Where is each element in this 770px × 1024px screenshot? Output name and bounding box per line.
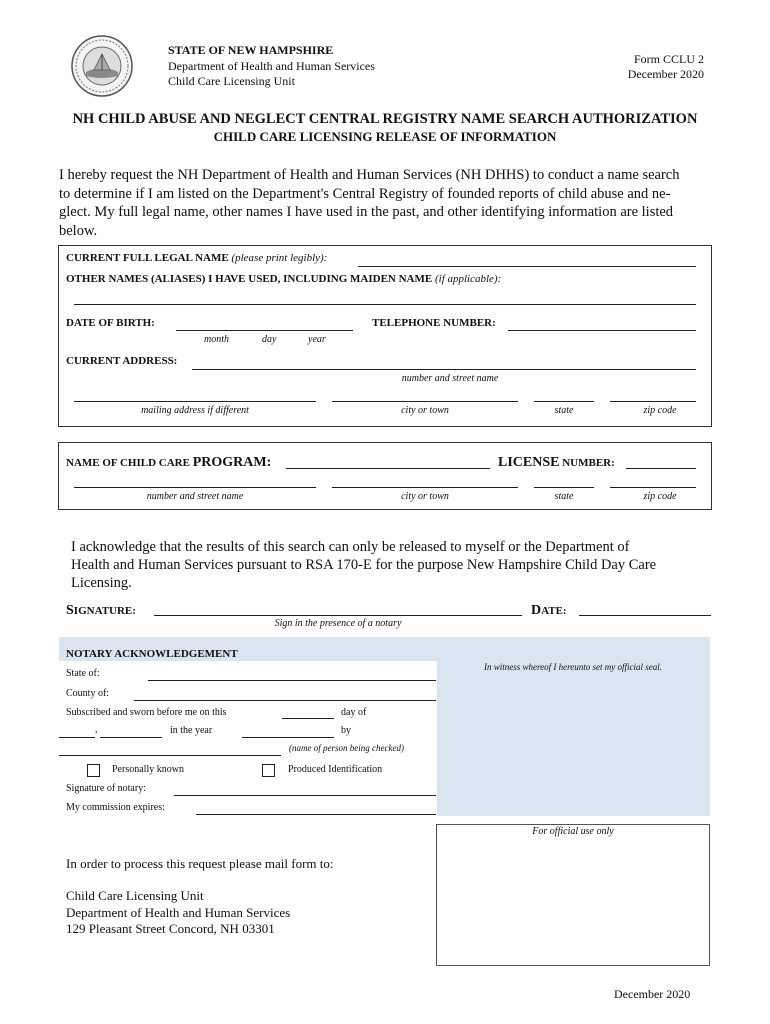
city-caption: city or town — [401, 405, 449, 416]
mail-address-line: Department of Health and Human Services — [66, 904, 291, 920]
city-field[interactable] — [332, 401, 518, 402]
header-unit: Child Care Licensing Unit — [168, 74, 295, 88]
notary-month-field[interactable] — [59, 737, 95, 738]
program-city-caption: city or town — [401, 491, 449, 502]
notary-date-field[interactable] — [100, 737, 162, 738]
zip-field[interactable] — [610, 401, 696, 402]
comma-label: , — [95, 724, 98, 735]
signature-caption: Sign in the presence of a notary — [274, 618, 402, 629]
mail-address-line: 129 Pleasant Street Concord, NH 03301 — [66, 921, 275, 936]
program-state-field[interactable] — [534, 487, 594, 488]
produced-id-checkbox[interactable] — [262, 764, 275, 777]
header-state: STATE OF NEW HAMPSHIRE — [168, 43, 334, 57]
ack-line: I acknowledge that the results of this search can only be released to myself or the Department of — [71, 539, 630, 555]
acknowledgement-paragraph — [71, 538, 656, 592]
notary-state-field[interactable] — [148, 680, 436, 681]
by-label: by — [341, 725, 351, 736]
signature-field[interactable] — [154, 615, 522, 616]
state-field[interactable] — [534, 401, 594, 402]
zip-caption: zip code — [643, 405, 677, 416]
aliases-label: OTHER NAMES (ALIASES) I HAVE USED, INCLUDING MAIDEN NAME (if applicable): — [66, 273, 502, 285]
program-name-field[interactable] — [286, 468, 490, 469]
mailing-address — [66, 888, 290, 938]
official-use-label: For official use only — [532, 826, 614, 837]
mailing-caption: mailing address if different — [141, 405, 249, 416]
county-of-label: County of: — [66, 688, 110, 699]
personally-known-checkbox[interactable] — [87, 764, 100, 777]
mailing-address-field[interactable] — [74, 401, 316, 402]
legal-name-label: CURRENT FULL LEGAL NAME (please print legibly): — [66, 252, 328, 264]
official-use-box — [436, 824, 710, 966]
state-caption: state — [554, 405, 574, 416]
personally-known-label: Personally known — [112, 764, 184, 775]
ack-line: Licensing. — [71, 575, 132, 591]
program-zip-caption: zip code — [643, 491, 677, 502]
notary-witness-text: In witness whereof I hereunto set my official seal. — [483, 662, 663, 672]
in-year-label: in the year — [170, 725, 213, 736]
notary-signature-label: Signature of notary: — [66, 783, 146, 794]
program-city-field[interactable] — [332, 487, 518, 488]
day-of-label: day of — [341, 707, 367, 718]
header-department: Department of Health and Human Services — [168, 59, 375, 73]
license-number-field[interactable] — [626, 468, 696, 469]
produced-id-label: Produced Identification — [288, 764, 383, 775]
intro-paragraph — [59, 166, 679, 240]
license-number-label: LICENSE NUMBER: — [498, 455, 615, 470]
program-street-caption: number and street name — [146, 491, 244, 502]
ack-line: Health and Human Services pursuant to RSA 170-E for the purpose New Hampshire Child Day Care — [71, 557, 657, 573]
form-number: Form CCLU 2 — [633, 52, 704, 66]
mail-address-line: Child Care Licensing Unit — [66, 888, 204, 903]
dob-label: DATE OF BIRTH: — [66, 317, 155, 329]
dob-field[interactable] — [176, 330, 353, 331]
state-seal — [70, 34, 134, 98]
subscribed-label: Subscribed and sworn before me on this — [66, 707, 227, 718]
form-subtitle: CHILD CARE LICENSING RELEASE OF INFORMATION — [213, 129, 557, 144]
date-field[interactable] — [579, 615, 711, 616]
state-of-label: State of: — [66, 668, 100, 679]
program-name-label: NAME OF CHILD CARE PROGRAM: — [66, 455, 272, 470]
intro-line: to determine if I am listed on the Department's Central Registry of founded reports of child abuse and ne- — [59, 185, 671, 202]
person-checked-caption: (name of person being checked) — [289, 743, 404, 753]
intro-line: I hereby request the NH Department of Health and Human Services (NH DHHS) to conduct a name search — [59, 167, 680, 183]
form-date: December 2020 — [627, 67, 704, 81]
current-address-field[interactable] — [192, 369, 696, 370]
phone-field[interactable] — [508, 330, 696, 331]
notary-day-field[interactable] — [282, 718, 334, 719]
dob-day-caption: day — [262, 334, 277, 345]
commission-label: My commission expires: — [66, 802, 165, 813]
street-caption: number and street name — [401, 373, 499, 384]
signature-label: SIGNATURE: — [66, 603, 136, 618]
mail-instruction: In order to process this request please mail form to: — [66, 856, 334, 871]
address-label: CURRENT ADDRESS: — [66, 355, 178, 367]
commission-field[interactable] — [196, 814, 436, 815]
dob-month-caption: month — [204, 334, 229, 345]
notary-county-field[interactable] — [134, 700, 436, 701]
form-title: NH CHILD ABUSE AND NEGLECT CENTRAL REGISTRY NAME SEARCH AUTHORIZATION — [72, 111, 698, 127]
footer-date: December 2020 — [614, 987, 691, 1001]
program-zip-field[interactable] — [610, 487, 696, 488]
notary-signature-field[interactable] — [174, 795, 436, 796]
legal-name-field[interactable] — [358, 266, 696, 267]
intro-line: below. — [59, 222, 98, 239]
notary-heading: NOTARY ACKNOWLEDGEMENT — [66, 648, 238, 660]
aliases-field[interactable] — [74, 304, 696, 305]
dob-year-caption: year — [308, 334, 326, 345]
intro-line: glect. My full legal name, other names I have used in the past, and other identifying information are listed — [59, 204, 674, 220]
program-state-caption: state — [554, 491, 574, 502]
notary-year-field[interactable] — [242, 737, 334, 738]
program-street-field[interactable] — [74, 487, 316, 488]
person-checked-field[interactable] — [59, 755, 281, 756]
phone-label: TELEPHONE NUMBER: — [372, 317, 496, 329]
date-label: DATE: — [531, 603, 567, 618]
